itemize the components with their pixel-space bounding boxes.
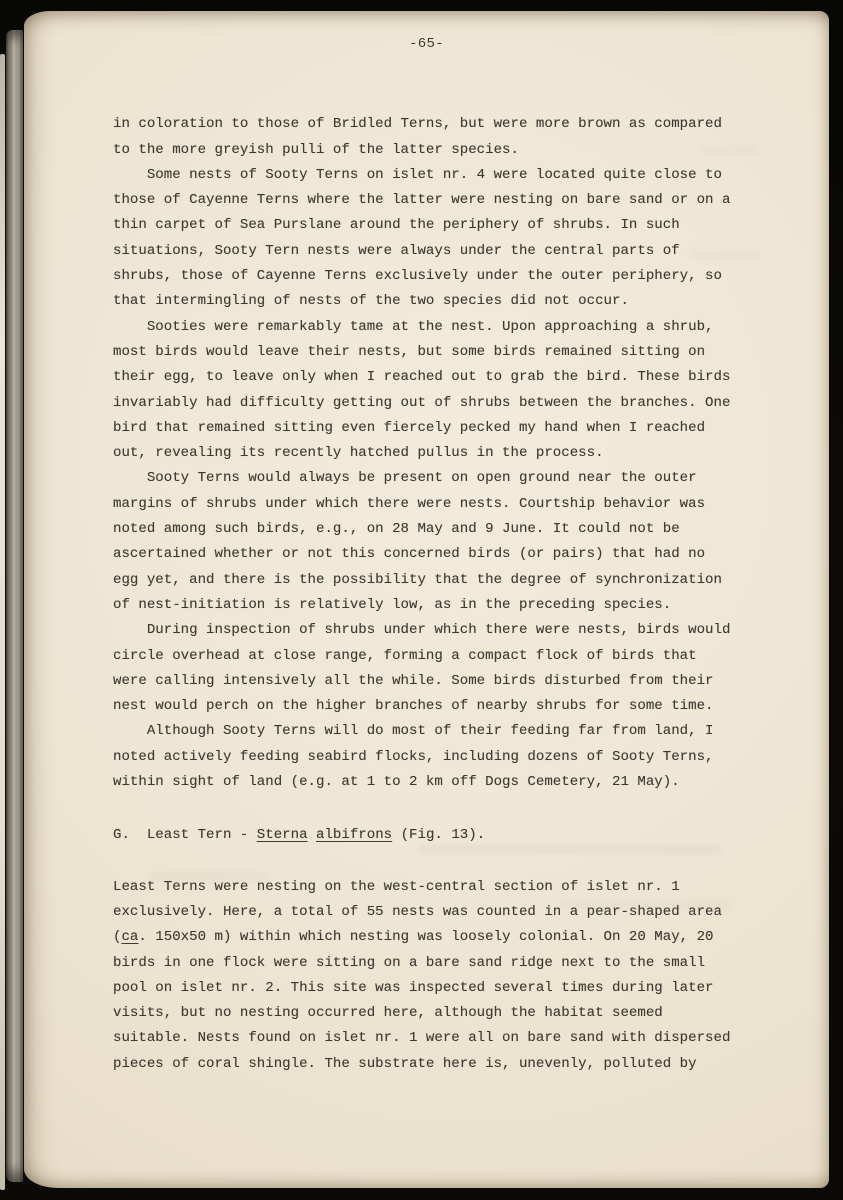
text-segment: Some nests of Sooty Terns on islet nr. 4 were located quite close to	[113, 166, 722, 183]
text-segment: ascertained whether or not this concerned birds (or pairs) that had no	[113, 546, 706, 563]
document-page	[24, 11, 829, 1188]
text-segment: noted among such birds, e.g., on 28 May and 9 June. It could not be	[113, 521, 680, 538]
document-body	[113, 112, 829, 1077]
text-segment: to the more greyish pulli of the latter species.	[113, 141, 519, 158]
text-segment: in coloration to those of Bridled Terns, but were more brown as compared	[113, 116, 722, 133]
text-segment: . 150x50 m) within which nesting was loosely colonial. On 20 May, 20	[138, 929, 714, 946]
text-segment: suitable. Nests found on islet nr. 1 were all on bare sand with dispersed	[113, 1030, 731, 1047]
text-segment: thin carpet of Sea Purslane around the periphery of shrubs. In such	[113, 217, 680, 234]
text-line	[113, 264, 829, 289]
text-segment: shrubs, those of Cayenne Terns exclusively under the outer periphery, so	[113, 268, 722, 285]
text-segment: (Fig. 13).	[392, 827, 486, 844]
text-segment: (	[113, 929, 122, 946]
text-line	[113, 391, 829, 416]
text-segment: Sooty Terns would always be present on open ground near the outer	[113, 470, 697, 487]
text-segment: those of Cayenne Terns where the latter were nesting on bare sand or on a	[113, 192, 731, 209]
text-line	[113, 466, 829, 491]
text-segment: G. Least Tern -	[113, 827, 257, 844]
text-line	[113, 188, 829, 213]
text-segment: were calling intensively all the while. Some birds disturbed from their	[113, 672, 714, 689]
text-segment: that intermingling of nests of the two species did not occur.	[113, 293, 629, 310]
paragraph-inspection-circling	[113, 618, 829, 719]
text-line	[113, 618, 829, 643]
text-segment: Sooties were remarkably tame at the nest. Upon approaching a shrub,	[113, 318, 714, 335]
text-line	[113, 138, 829, 163]
text-line	[113, 441, 829, 466]
text-segment: bird that remained sitting even fiercely pecked my hand when I reached	[113, 419, 706, 436]
book-page-edges	[6, 30, 23, 1182]
text-segment: pieces of coral shingle. The substrate here is, unevenly, polluted by	[113, 1055, 697, 1072]
text-segment: of nest-initiation is relatively low, as in the preceding species.	[113, 596, 672, 613]
text-line	[113, 239, 829, 264]
text-line	[113, 669, 829, 694]
underlined-text-segment: albifrons	[316, 827, 393, 844]
text-segment: their egg, to leave only when I reached out to grab the bird. These birds	[113, 369, 731, 386]
text-line	[113, 163, 829, 188]
text-line	[113, 644, 829, 669]
text-segment: visits, but no nesting occurred here, although the habitat seemed	[113, 1005, 663, 1022]
text-line	[113, 289, 829, 314]
text-line	[113, 542, 829, 567]
paragraph-sooty-nests-islet-4	[113, 163, 829, 315]
text-line	[113, 925, 829, 950]
text-segment: birds in one flock were sitting on a bare sand ridge next to the small	[113, 954, 706, 971]
text-line	[113, 976, 829, 1001]
text-segment: margins of shrubs under which there were nests. Courtship behavior was	[113, 495, 706, 512]
text-segment: pool on islet nr. 2. This site was inspected several times during later	[113, 979, 714, 996]
heading-least-tern	[113, 823, 829, 848]
underlined-text-segment: Sterna	[256, 827, 308, 844]
text-line	[113, 745, 829, 770]
text-line	[113, 593, 829, 618]
text-segment: invariably had difficulty getting out of shrubs between the branches. One	[113, 394, 731, 411]
book-cover-edge	[0, 54, 5, 1190]
text-line	[113, 719, 829, 744]
text-line	[113, 875, 829, 900]
text-line	[113, 492, 829, 517]
text-segment: Least Terns were nesting on the west-central section of islet nr. 1	[113, 878, 680, 895]
paragraph-pulli-coloration	[113, 112, 829, 163]
text-segment: noted actively feeding seabird flocks, including dozens of Sooty Terns,	[113, 748, 714, 765]
text-line	[113, 315, 829, 340]
text-line	[113, 823, 829, 848]
text-line	[113, 416, 829, 441]
text-line	[113, 365, 829, 390]
text-line	[113, 112, 829, 137]
text-segment	[308, 827, 316, 843]
paragraph-sooties-tame	[113, 315, 829, 467]
text-line	[113, 340, 829, 365]
text-line	[113, 770, 829, 795]
text-segment: most birds would leave their nests, but some birds remained sitting on	[113, 343, 706, 360]
text-line	[113, 1001, 829, 1026]
page-number: -65-	[408, 36, 445, 52]
text-segment: During inspection of shrubs under which there were nests, birds would	[113, 622, 731, 639]
text-segment: exclusively. Here, a total of 55 nests was counted in a pear-shaped area	[113, 903, 722, 920]
text-segment: situations, Sooty Tern nests were always under the central parts of	[113, 242, 680, 259]
text-segment: Although Sooty Terns will do most of their feeding far from land, I	[113, 723, 714, 740]
text-line	[113, 213, 829, 238]
text-segment: within sight of land (e.g. at 1 to 2 km off Dogs Cemetery, 21 May).	[113, 774, 680, 791]
text-segment: out, revealing its recently hatched pullus in the process.	[113, 445, 604, 462]
text-line	[113, 694, 829, 719]
text-segment: egg yet, and there is the possibility that the degree of synchronization	[113, 571, 722, 588]
paragraph-courtship-behavior	[113, 466, 829, 618]
paragraph-feeding-flocks	[113, 719, 829, 795]
text-segment: nest would perch on the higher branches of nearby shrubs for some time.	[113, 698, 714, 715]
text-line	[113, 951, 829, 976]
text-line	[113, 900, 829, 925]
paragraph-least-tern-nesting	[113, 875, 829, 1077]
text-line	[113, 1026, 829, 1051]
text-line	[113, 517, 829, 542]
text-segment: circle overhead at close range, forming a compact flock of birds that	[113, 647, 697, 664]
underlined-text-segment: ca	[121, 929, 139, 946]
text-line	[113, 1052, 829, 1077]
text-line	[113, 568, 829, 593]
